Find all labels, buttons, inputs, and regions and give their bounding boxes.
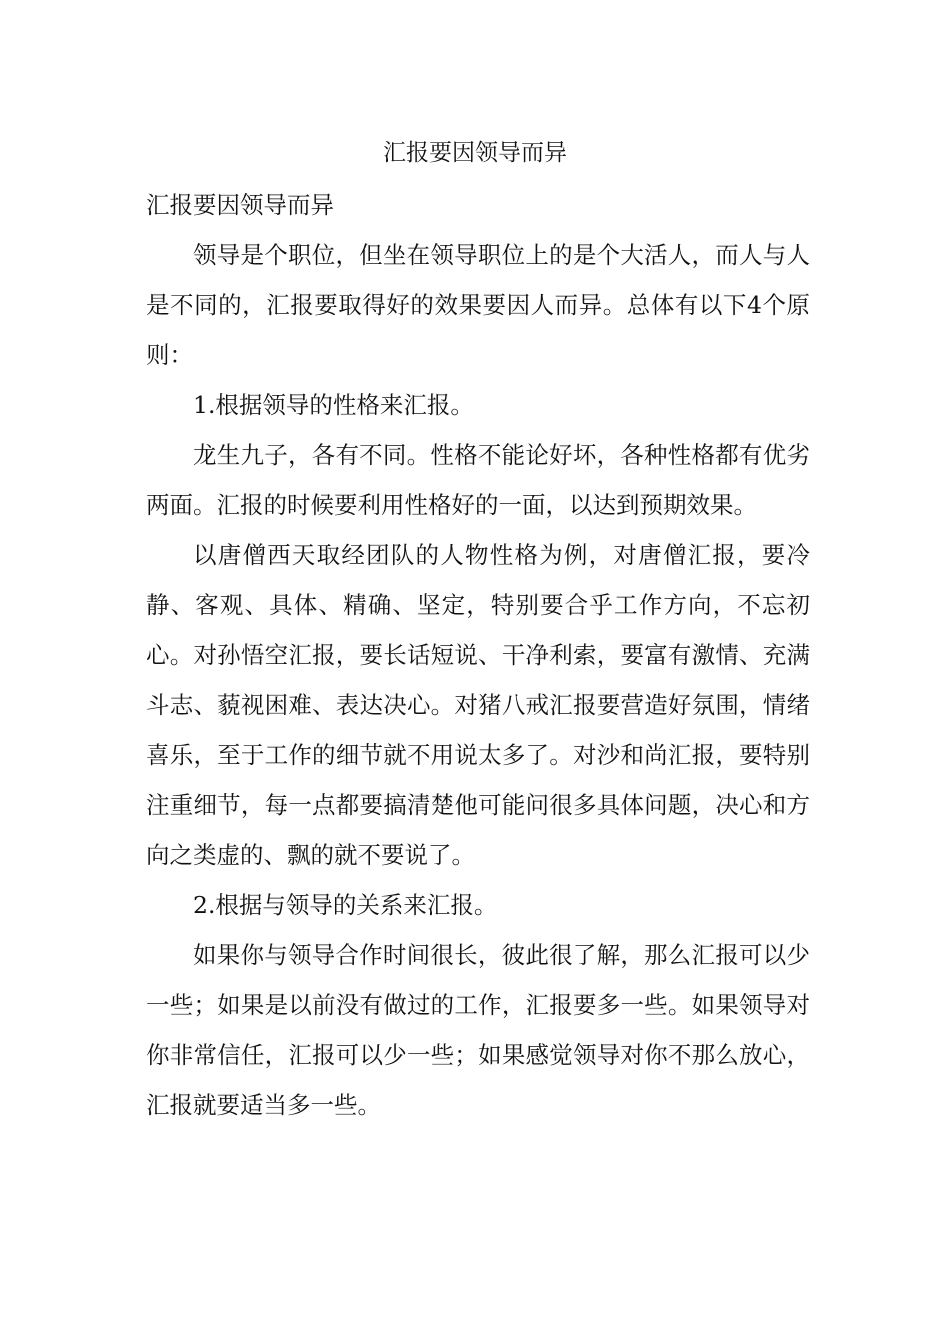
document-subtitle: 汇报要因领导而异 (146, 191, 334, 219)
principle-heading-2: 2.根据与领导的关系来汇报。 (193, 891, 498, 919)
paragraph-journey-west-example: 以唐僧西天取经团队的人物性格为例，对唐僧汇报，要冷静、客观、具体、精确、坚定，特别要合乎工作方向，不忘初心。对孙悟空汇报，要长话短说、干净利索，要富有激情、充满斗志、藐视困难、表达决心。对猪八戒汇报要营造好氛围，情绪喜乐，至于工作的细节就不用说太多了。对沙和尚汇报，要特别注重细节，每一点都要搞清楚他可能问很多具体问题，决心和方向之类虚的、飘的就不要说了。 (146, 541, 810, 869)
principle-heading-1: 1.根据领导的性格来汇报。 (193, 391, 474, 419)
paragraph-relationship: 如果你与领导合作时间很长，彼此很了解，那么汇报可以少一些；如果是以前没有做过的工作，汇报要多一些。如果领导对你非常信任，汇报可以少一些；如果感觉领导对你不那么放心，汇报就要适当多一些。 (146, 941, 810, 1119)
document-title: 汇报要因领导而异 (383, 140, 567, 166)
paragraph-intro: 领导是个职位，但坐在领导职位上的是个大活人，而人与人是不同的，汇报要取得好的效果要因人而异。总体有以下4个原则： (146, 241, 810, 369)
paragraph-personality: 龙生九子，各有不同。性格不能论好坏，各种性格都有优劣两面。汇报的时候要利用性格好的一面，以达到预期效果。 (146, 441, 810, 519)
document-body (146, 180, 810, 1130)
